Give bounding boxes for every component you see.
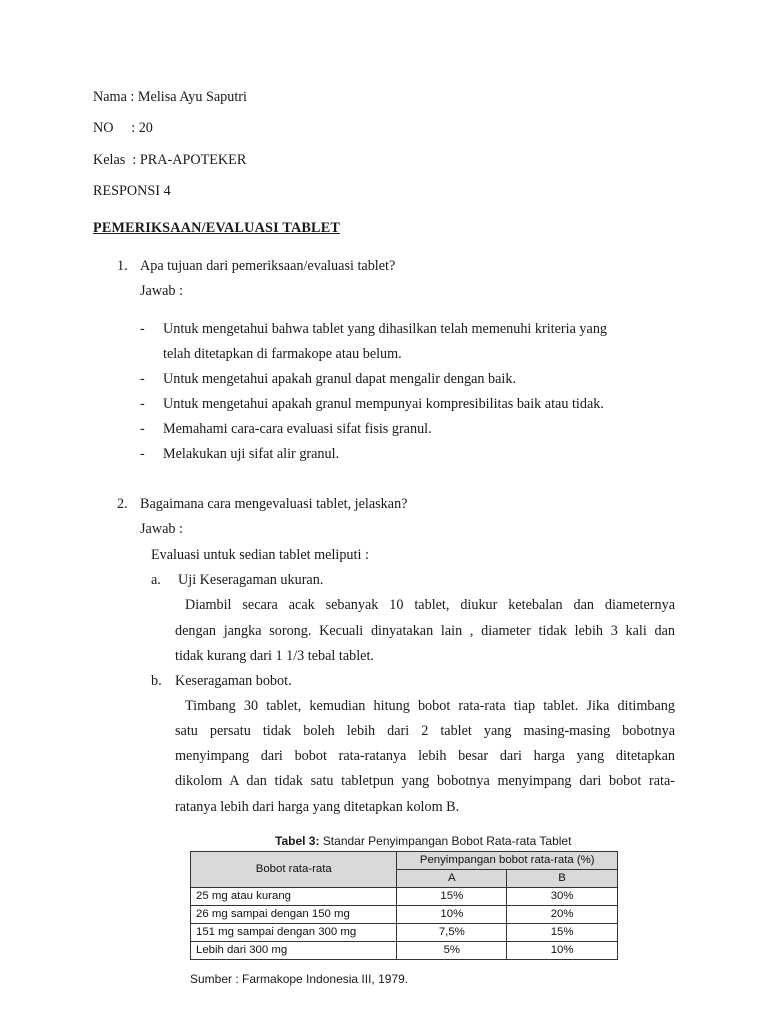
q1-bullet-dash: - bbox=[140, 396, 145, 412]
table-cell-b: 15% bbox=[507, 924, 618, 942]
q2-b-label: b. bbox=[151, 673, 162, 689]
q2-a-title: Uji Keseragaman ukuran. bbox=[178, 572, 324, 588]
deviation-standard-table bbox=[190, 851, 618, 960]
q2-question: Bagaimana cara mengevaluasi tablet, jelaskan? bbox=[140, 496, 408, 512]
q1-bullet-text: Melakukan uji sifat alir granul. bbox=[163, 446, 340, 462]
table-header-a: A bbox=[397, 870, 507, 888]
table-row bbox=[191, 906, 618, 924]
student-class: Kelas : PRA-APOTEKER bbox=[93, 152, 247, 168]
q2-a-paragraph-line: Diambil secara acak sebanyak 10 tablet, diukur ketebalan dan diameternya bbox=[185, 597, 675, 613]
table-row bbox=[191, 888, 618, 906]
q2-a-paragraph-line: dengan jangka sorong. Kecuali dinyatakan lain , diameter tidak lebih 3 kali dan bbox=[175, 623, 675, 639]
table-cell-b: 20% bbox=[507, 906, 618, 924]
table-cell-a: 7,5% bbox=[397, 924, 507, 942]
q2-b-paragraph-line: satu persatu tidak boleh lebih dari 2 tablet yang masing-masing bobotnya bbox=[175, 723, 675, 739]
q1-bullet-text: Untuk mengetahui apakah granul dapat mengalir dengan baik. bbox=[163, 371, 516, 387]
q2-a-label: a. bbox=[151, 572, 161, 588]
table-cell-a: 5% bbox=[397, 942, 507, 960]
q1-bullet-dash: - bbox=[140, 446, 145, 462]
q1-number: 1. bbox=[117, 258, 128, 274]
q1-bullet-text: Untuk mengetahui bahwa tablet yang dihasilkan telah memenuhi kriteria yang bbox=[163, 321, 608, 337]
table-cell-b: 30% bbox=[507, 888, 618, 906]
section-title: PEMERIKSAAN/EVALUASI TABLET bbox=[93, 220, 341, 236]
q1-bullet-text: Untuk mengetahui apakah granul mempunyai kompresibilitas baik atau tidak. bbox=[163, 396, 604, 412]
q2-number: 2. bbox=[117, 496, 128, 512]
table-cell-b: 10% bbox=[507, 942, 618, 960]
table-row bbox=[191, 924, 618, 942]
table-caption-text: Standar Penyimpangan Bobot Rata-rata Tablet bbox=[319, 834, 572, 848]
q1-bullet-text: Memahami cara-cara evaluasi sifat fisis granul. bbox=[163, 421, 432, 437]
q2-b-paragraph-line: ratanya lebih dari harga yang ditetapkan kolom B. bbox=[175, 799, 460, 815]
student-number: NO : 20 bbox=[93, 120, 153, 136]
q2-b-paragraph-line: menyimpang dari bobot rata-ratanya lebih besar dari harga yang ditetapkan bbox=[175, 748, 675, 764]
q1-question: Apa tujuan dari pemeriksaan/evaluasi tablet? bbox=[140, 258, 396, 274]
table-cell-bobot: 25 mg atau kurang bbox=[191, 888, 397, 906]
responsi-label: RESPONSI 4 bbox=[93, 183, 171, 199]
table-cell-a: 10% bbox=[397, 906, 507, 924]
q1-bullet-text: telah ditetapkan di farmakope atau belum. bbox=[163, 346, 402, 362]
q1-bullet-dash: - bbox=[140, 321, 145, 337]
student-name: Nama : Melisa Ayu Saputri bbox=[93, 89, 247, 105]
table-cell-bobot: 26 mg sampai dengan 150 mg bbox=[191, 906, 397, 924]
q1-bullet-dash: - bbox=[140, 421, 145, 437]
table-row bbox=[191, 942, 618, 960]
q2-jawab: Jawab : bbox=[140, 521, 183, 537]
table-caption bbox=[275, 834, 571, 848]
q2-intro: Evaluasi untuk sedian tablet meliputi : bbox=[151, 547, 369, 563]
table-cell-a: 15% bbox=[397, 888, 507, 906]
q1-jawab: Jawab : bbox=[140, 283, 183, 299]
table-cell-bobot: Lebih dari 300 mg bbox=[191, 942, 397, 960]
table-caption-label: Tabel 3: bbox=[275, 834, 320, 848]
q2-a-paragraph-line: tidak kurang dari 1 1/3 tebal tablet. bbox=[175, 648, 374, 664]
q2-b-title: Keseragaman bobot. bbox=[175, 673, 292, 689]
table-header-bobot: Bobot rata-rata bbox=[191, 852, 397, 888]
q2-b-paragraph-line: Timbang 30 tablet, kemudian hitung bobot rata-rata tiap tablet. Jika ditimbang bbox=[185, 698, 675, 714]
table-header-penyimpangan: Penyimpangan bobot rata-rata (%) bbox=[397, 852, 618, 870]
table-cell-bobot: 151 mg sampai dengan 300 mg bbox=[191, 924, 397, 942]
table-source: Sumber : Farmakope Indonesia III, 1979. bbox=[190, 972, 409, 986]
q2-b-paragraph-line: dikolom A dan tidak satu tabletpun yang bobotnya menyimpang dari bobot rata- bbox=[175, 773, 675, 789]
table-header-b: B bbox=[507, 870, 618, 888]
q1-bullet-dash: - bbox=[140, 371, 145, 387]
